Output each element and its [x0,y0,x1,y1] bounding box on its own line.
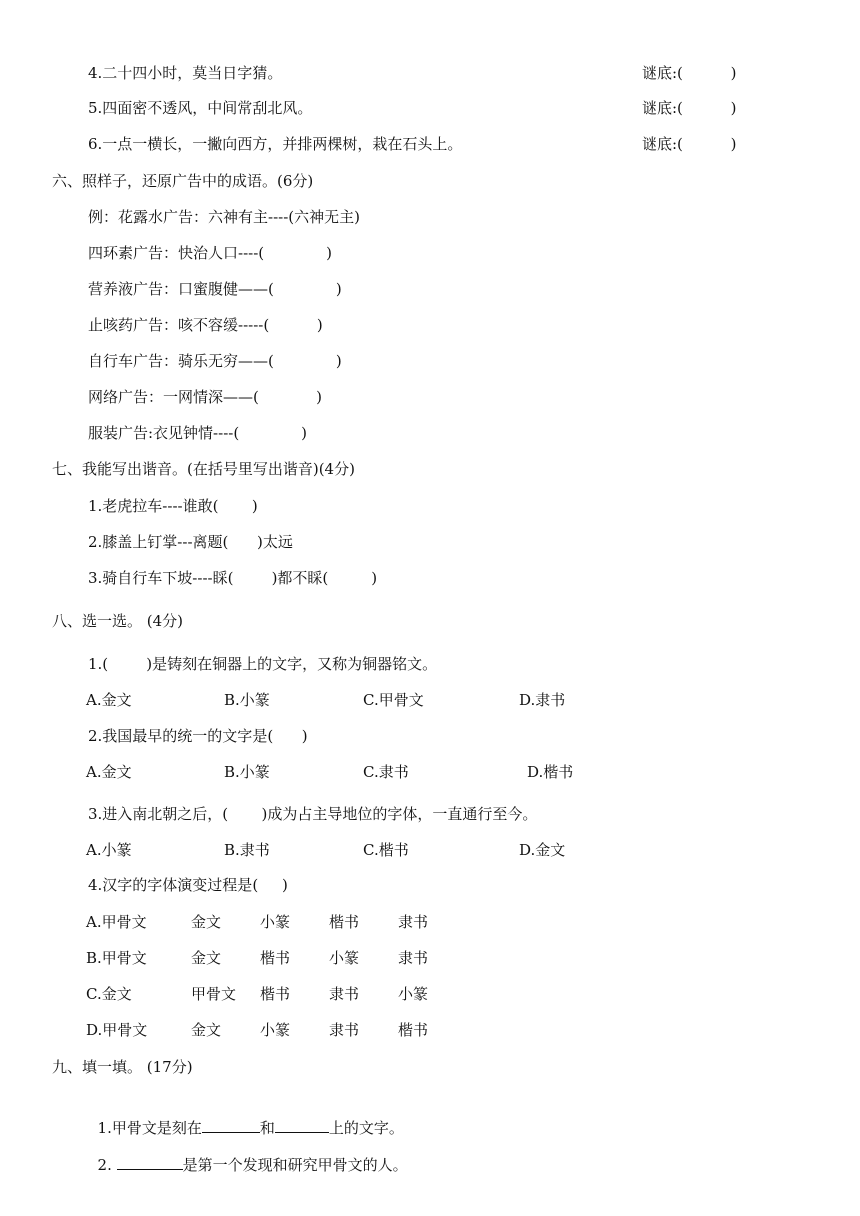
choice-option[interactable]: D.楷书 [527,763,574,781]
fill-text: 2. [97,1156,117,1174]
choice-option[interactable]: D.金文 [519,841,566,859]
script-stage: 楷书 [398,1021,429,1039]
script-stage: 甲骨文 [191,985,237,1003]
choice-option[interactable]: A.金文 [86,763,132,781]
choice-option[interactable]: C.隶书 [363,763,409,781]
script-stage: 金文 [191,1021,222,1039]
choice-option[interactable]: C.金文 [86,985,132,1003]
fill-blank[interactable] [202,1117,260,1133]
riddle-answer-blank[interactable]: 谜底:( ) [642,64,737,82]
fill-text: 和 [259,1119,275,1137]
choice-option[interactable]: C.楷书 [363,841,409,859]
choice-option[interactable]: D.隶书 [519,691,566,709]
section-7-title: 七、我能写出谐音。(在括号里写出谐音)(4分) [52,460,355,478]
choice-question-stem[interactable]: 4.汉字的字体演变过程是( ) [88,876,288,894]
idiom-item[interactable]: 服装广告:衣见钟情----( ) [88,424,308,442]
script-stage: 小篆 [329,949,360,967]
choice-option[interactable]: A.小篆 [86,841,132,859]
script-stage: 隶书 [329,985,360,1003]
script-stage: 楷书 [260,949,291,967]
section-6-title: 六、照样子，还原广告中的成语。(6分) [52,172,314,190]
script-stage: 楷书 [329,913,360,931]
fill-text: 1.甲骨文是刻在 [97,1119,202,1137]
fill-blank[interactable] [275,1117,329,1133]
fill-text: 上的文字。 [328,1119,404,1137]
riddle-question: 6.一点一横长，一撇向西方，并排两棵树，栽在石头上。 [88,135,463,153]
choice-option[interactable]: B.小篆 [224,763,270,781]
homophone-item[interactable]: 1.老虎拉车----谁敢( ) [88,497,258,515]
example-item: 例：花露水广告：六神有主----(六神无主) [88,208,360,226]
script-stage: 楷书 [260,985,291,1003]
section-8-title: 八、选一选。 (4分) [52,612,184,630]
section-9-title: 九、填一填。 (17分) [52,1058,193,1076]
script-stage: 金文 [191,949,222,967]
script-stage: 隶书 [398,949,429,967]
idiom-item[interactable]: 网络广告：一网情深——( ) [88,388,322,406]
choice-option[interactable]: B.甲骨文 [86,949,147,967]
choice-option[interactable]: B.隶书 [224,841,270,859]
choice-option[interactable]: B.小篆 [224,691,270,709]
script-stage: 小篆 [398,985,429,1003]
choice-question-stem[interactable]: 1.( )是铸刻在铜器上的文字，又称为铜器铭文。 [88,655,438,673]
script-stage: 隶书 [329,1021,360,1039]
choice-question-stem[interactable]: 3.进入南北朝之后，( )成为占主导地位的字体，一直通行至今。 [88,805,538,823]
fill-question [88,1134,408,1175]
idiom-item[interactable]: 营养液广告：口蜜腹健——( ) [88,280,342,298]
script-stage: 小篆 [260,1021,291,1039]
idiom-item[interactable]: 自行车广告：骑乐无穷——( ) [88,352,342,370]
script-stage: 小篆 [260,913,291,931]
idiom-item[interactable]: 四环素广告：快治人口----( ) [88,244,332,262]
script-stage: 金文 [191,913,222,931]
homophone-item[interactable]: 3.骑自行车下坡----睬( )都不睬( ) [88,569,378,587]
choice-option[interactable]: A.金文 [86,691,132,709]
choice-option[interactable]: D.甲骨文 [86,1021,148,1039]
script-stage: 隶书 [398,913,429,931]
fill-question [88,1097,404,1138]
riddle-question: 5.四面密不透风，中间常刮北风。 [88,99,313,117]
idiom-item[interactable]: 止咳药广告：咳不容缓-----( ) [88,316,323,334]
fill-blank[interactable] [117,1154,183,1170]
riddle-answer-blank[interactable]: 谜底:( ) [642,99,737,117]
fill-text: 是第一个发现和研究甲骨文的人。 [182,1156,408,1174]
choice-option[interactable]: A.甲骨文 [86,913,147,931]
choice-option[interactable]: C.甲骨文 [363,691,424,709]
riddle-question: 4.二十四小时，莫当日字猜。 [88,64,283,82]
homophone-item[interactable]: 2.膝盖上钉掌---离题( )太远 [88,533,293,551]
choice-question-stem[interactable]: 2.我国最早的统一的文字是( ) [88,727,308,745]
riddle-answer-blank[interactable]: 谜底:( ) [642,135,737,153]
